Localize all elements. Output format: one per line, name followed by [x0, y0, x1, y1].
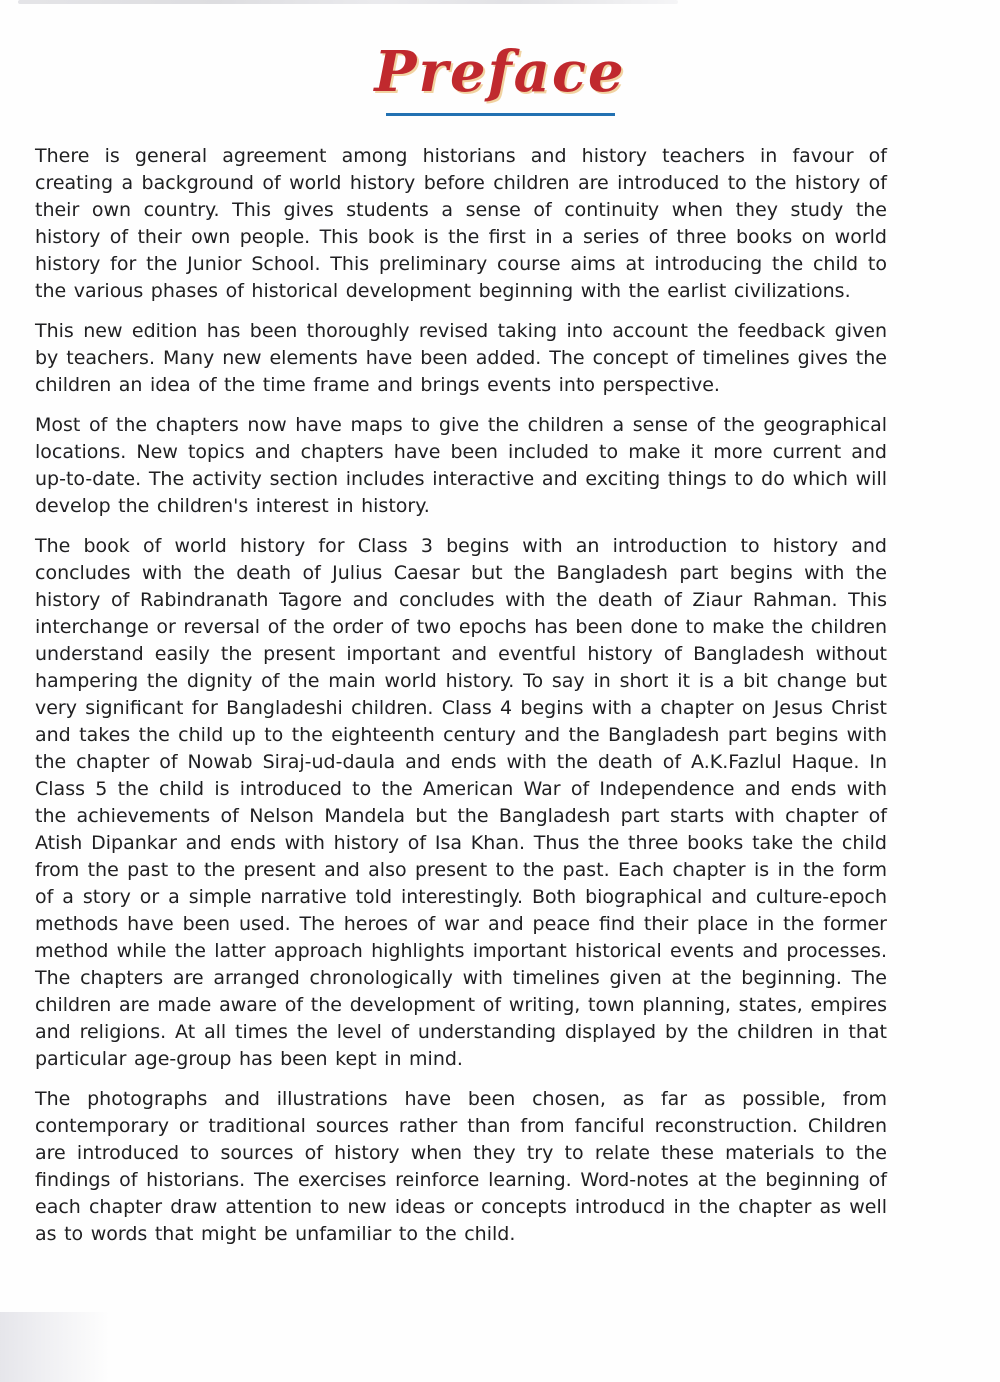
paragraph-book-structure: The book of world history for Class 3 begins with an introduction to history and concludes with the death of Julius Caesar but the Bangladesh part begins with the history of Rabindranath Tagore and concludes with the death of Ziaur Rahman. This interchange or reversal of the order of two epochs has been done to make the children understand easily the present important and eventful history of Bangladesh without hampering the dignity of the main world history. To say in short it is a bit change but very significant for Bangladeshi children. Class 4 begins with a chapter on Jesus Christ and takes the child up to the eighteenth century and the Bangladesh part begins with the chapter of Nowab Siraj-ud-daula and ends with the death of A.K.Fazlul Haque. In Class 5 the child is introduced to the American War of Independence and ends with the achievements of Nelson Mandela but the Bangladesh part starts with chapter of Atish Dipankar and ends with history of Isa Khan. Thus the three books take the child from the past to the present and also present to the past. Each chapter is in the form of a story or a simple narrative told interestingly. Both biographical and culture-epoch methods have been used. The heroes of war and peace find their place in the former method while the latter approach highlights important historical events and processes. The chapters are arranged chronologically with timelines given at the beginning. The children are made aware of the development of writing, town planning, states, empires and religions. At all times the level of understanding displayed by the children in that particular age-group has been kept in mind.	[35, 535, 887, 1071]
title-underline	[386, 113, 615, 116]
scan-shade-artifact	[0, 1312, 110, 1382]
paragraph-photographs-sources: The photographs and illustrations have been chosen, as far as possible, from contemporary or traditional sources rather than from fanciful reconstruction. Children are introduced to sources of history when they try to relate these materials to the findings of historians. The exercises reinforce learning. Word-notes at the beginning of each chapter draw attention to new ideas or concepts introducd in the chapter as well as to words that might be unfamiliar to the child.	[35, 1088, 887, 1246]
paragraph-intro: There is general agreement among historians and history teachers in favour of creating a background of world history before children are introduced to the history of their own country. This gives students a sense of continuity when they study the history of their own people. This book is the first in a series of three books on world history for the Junior School. This preliminary course aims at introducing the child to the various phases of historical development beginning with the earlist civilizations.	[35, 145, 887, 303]
scan-edge-artifact	[18, 0, 678, 4]
paragraph-new-edition: This new edition has been thoroughly revised taking into account the feedback given by teachers. Many new elements have been added. The concept of timelines gives the children an idea of the time frame and brings events into perspective.	[35, 320, 887, 397]
paragraph-maps-topics: Most of the chapters now have maps to give the children a sense of the geographical locations. New topics and chapters have been included to make it more current and up-to-date. The activity section includes interactive and exciting things to do which will develop the children's interest in history.	[35, 414, 887, 518]
title-block	[0, 0, 1000, 116]
page-title: Preface	[374, 39, 626, 105]
preface-body	[0, 143, 1000, 1248]
